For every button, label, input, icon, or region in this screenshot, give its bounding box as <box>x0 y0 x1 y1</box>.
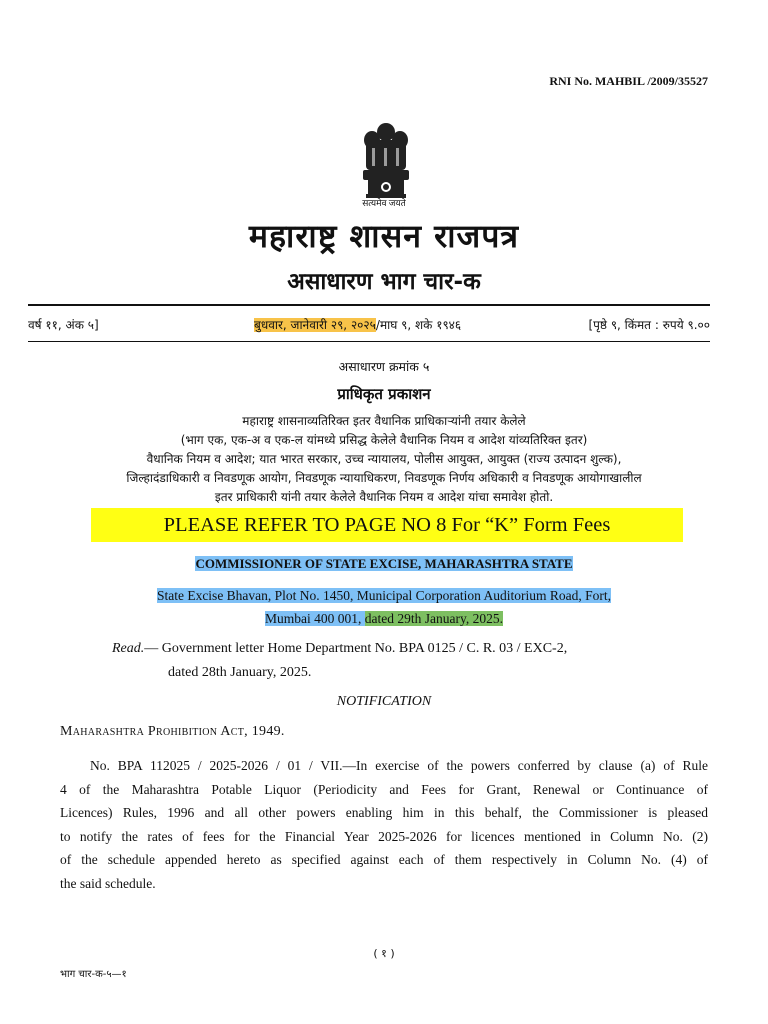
address-line-2 <box>0 611 768 627</box>
act-title: Maharashtra Prohibition Act, 1949. <box>60 724 285 739</box>
header-rule-bottom <box>28 341 710 342</box>
motto-text: सत्यमेव जयते <box>362 198 406 208</box>
issue-date-rest: /माघ ९, शके १९४६ <box>375 318 462 332</box>
address-city: Mumbai 400 001, <box>265 611 365 626</box>
pages-price: [पृष्ठे ९, किंमत : रुपये ९.०० <box>588 318 710 332</box>
address-line-1-text: State Excise Bhavan, Plot No. 1450, Municipal Corporation Auditorium Road, Fort, <box>156 588 612 603</box>
read-label: Read. <box>112 641 145 656</box>
paragraph-line: of the schedule appended hereto as specified against each of them respectively in Column No. (4) of <box>60 852 708 867</box>
publication-intro <box>0 412 768 507</box>
commissioner-heading <box>0 556 768 572</box>
commissioner-heading-text: COMMISSIONER OF STATE EXCISE, MAHARASHTRA STATE <box>195 556 573 571</box>
paragraph-line: the said schedule. <box>60 875 156 891</box>
footer-code: भाग चार-क-५—१ <box>60 969 127 980</box>
intro-line: वैधानिक नियम व आदेश; यात भारत सरकार, उच्च न्यायालय, पोलीस आयुक्त, आयुक्त (राज्य उत्पादन शुल्क), <box>146 452 622 466</box>
header-rule-top <box>28 304 710 306</box>
intro-line: (भाग एक, एक-अ व एक-ल यांमध्ये प्रसिद्ध केलेले वैधानिक नियम व आदेश यांव्यतिरिक्त इतर) <box>180 433 588 447</box>
paragraph-line: 4 of the Maharashtra Potable Liquor (Periodicity and Fees for Grant, Renewal or Continuance of <box>60 781 708 797</box>
notification-paragraph <box>60 754 708 895</box>
issue-date <box>254 316 461 333</box>
issue-date-highlighted: बुधवार, जानेवारी २९, २०२५ <box>254 318 376 332</box>
volume-issue: वर्ष ११, अंक ५] <box>28 318 99 332</box>
read-reference <box>112 641 567 657</box>
paragraph-line: to notify the rates of fees for the Financial Year 2025-2026 for licences mentioned in Column No. (2) <box>60 828 708 844</box>
paragraph-line: No. BPA 112025 / 2025-2026 / 01 / VII.—In exercise of the powers conferred by clause (a) of Rule <box>90 758 708 773</box>
extraordinary-number: असाधारण क्रमांक ५ <box>338 359 430 374</box>
notification-heading: NOTIFICATION <box>336 694 432 709</box>
read-date: dated 28th January, 2025. <box>168 665 312 680</box>
address-line-1 <box>0 588 768 604</box>
read-text: — Government letter Home Department No. BPA 0125 / C. R. 03 / EXC-2, <box>144 641 568 656</box>
form-fees-banner: PLEASE REFER TO PAGE NO 8 For “K” Form Fees <box>91 508 683 542</box>
intro-line: महाराष्ट्र शासनाव्यतिरिक्त इतर वैधानिक प्राधिकाऱ्यांनी तयार केलेले <box>242 414 526 428</box>
paragraph-line: Licences) Rules, 1996 and all other powers enabling him in this behalf, the Commissioner is pleased <box>60 805 708 820</box>
intro-line: इतर प्राधिकारी यांनी तयार केलेले वैधानिक नियम व आदेश यांचा समावेश होतो. <box>214 490 554 504</box>
ashoka-emblem-icon <box>358 118 414 206</box>
gazette-subtitle: असाधारण भाग चार-क <box>287 269 481 295</box>
gazette-title: महाराष्ट्र शासन राजपत्र <box>248 217 520 255</box>
intro-line: जिल्हादंडाधिकारी व निवडणूक आयोग, निवडणूक न्यायाधिकरण, निवडणूक निर्णय अधिकारी व निवडणूक आयोगाखालील <box>126 471 642 485</box>
authorized-publication: प्राधिकृत प्रकाशन <box>337 385 431 403</box>
page-number: ( १ ) <box>373 947 395 960</box>
address-date: dated 29th January, 2025. <box>364 611 503 626</box>
rni-number: RNI No. MAHBIL /2009/35527 <box>549 74 708 88</box>
issue-info-row <box>28 314 710 336</box>
